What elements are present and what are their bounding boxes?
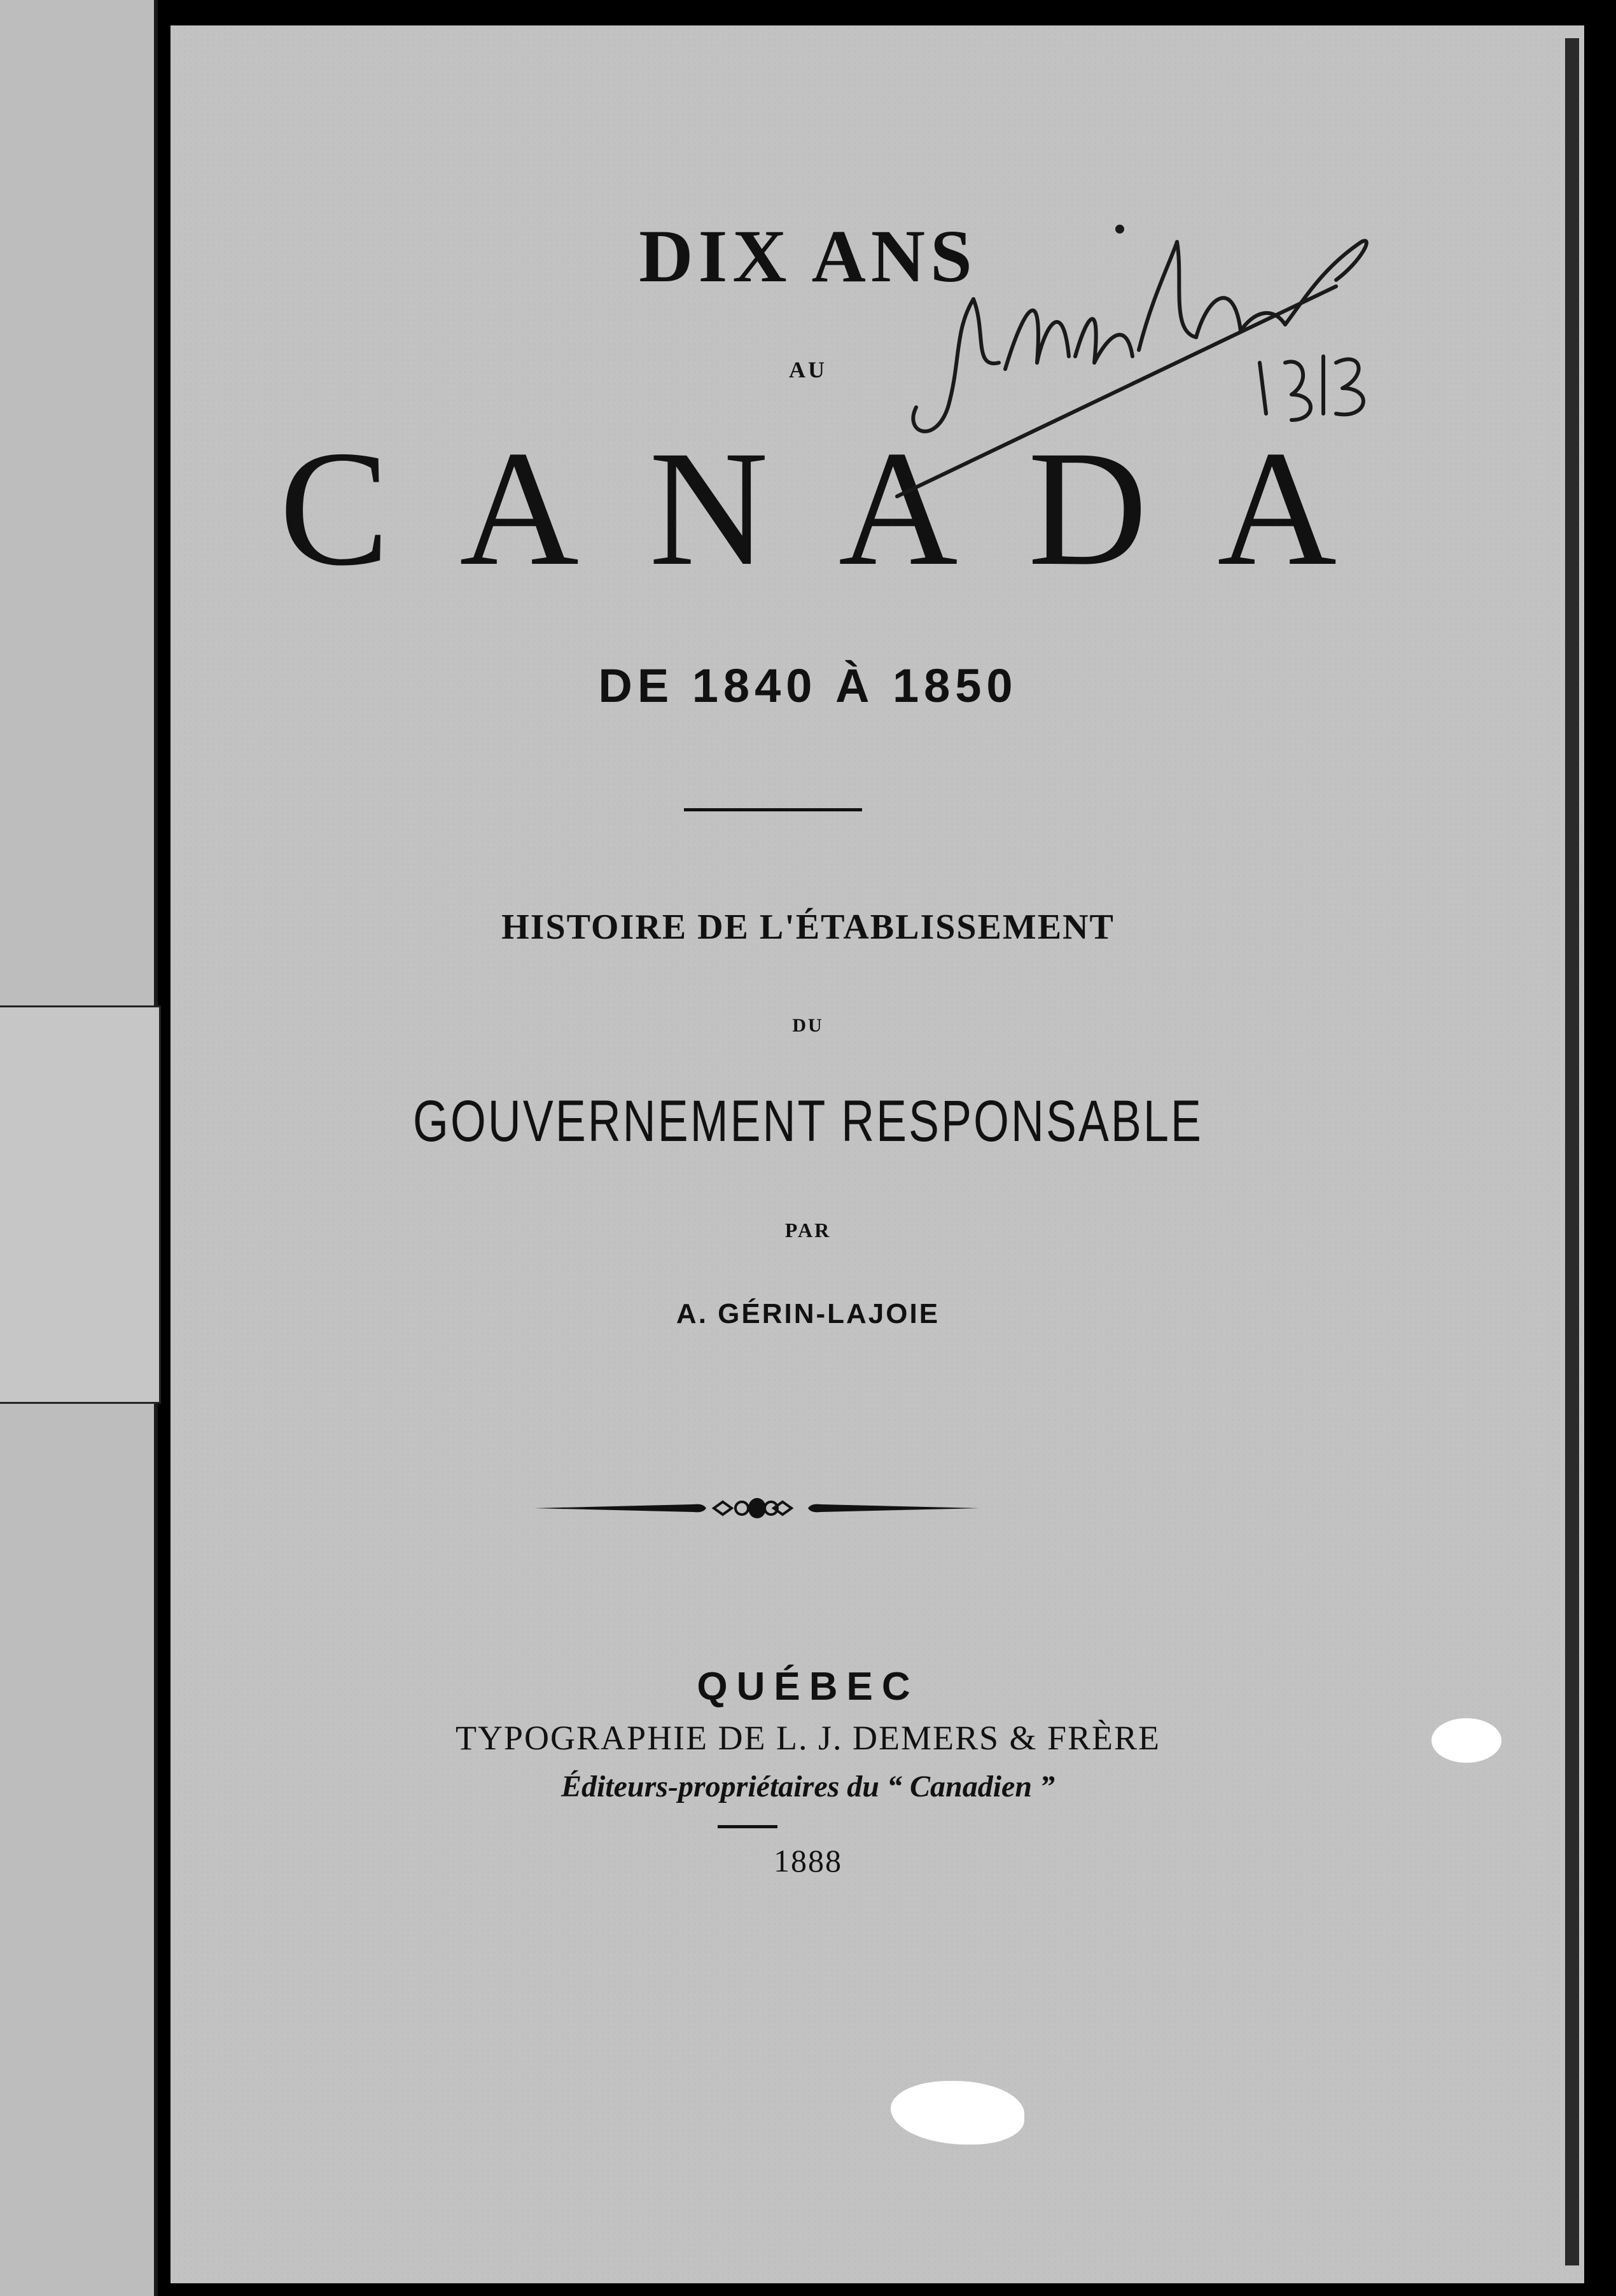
title-line-2: AU — [789, 357, 827, 382]
imprint-publisher-note: Éditeurs-propriétaires du “ Canadien ” — [561, 1770, 1055, 1803]
title-line-3: CANADA — [279, 417, 1407, 600]
paper-blemish — [1431, 1718, 1501, 1763]
subtitle-connector: DU — [792, 1015, 824, 1036]
handwritten-signature — [878, 204, 1374, 535]
imprint-city: QUÉBEC — [697, 1665, 919, 1709]
divider-rule — [684, 808, 862, 811]
imprint-rule — [718, 1825, 777, 1828]
byline-label: PAR — [784, 1219, 832, 1242]
subtitle-line-2: GOUVERNEMENT RESPONSABLE — [413, 1089, 1203, 1154]
imprint-year: 1888 — [774, 1843, 842, 1879]
title-dates: DE 1840 À 1850 — [598, 659, 1018, 712]
ornament-divider — [534, 1489, 980, 1527]
author-name: A. GÉRIN-LAJOIE — [676, 1298, 940, 1329]
imprint-printer: TYPOGRAPHIE DE L. J. DEMERS & FRÈRE — [455, 1719, 1161, 1757]
paper-tab — [0, 1005, 161, 1404]
title-line-1: DIX ANS — [639, 214, 977, 298]
subtitle-line: HISTOIRE DE L'ÉTABLISSEMENT — [501, 907, 1115, 947]
